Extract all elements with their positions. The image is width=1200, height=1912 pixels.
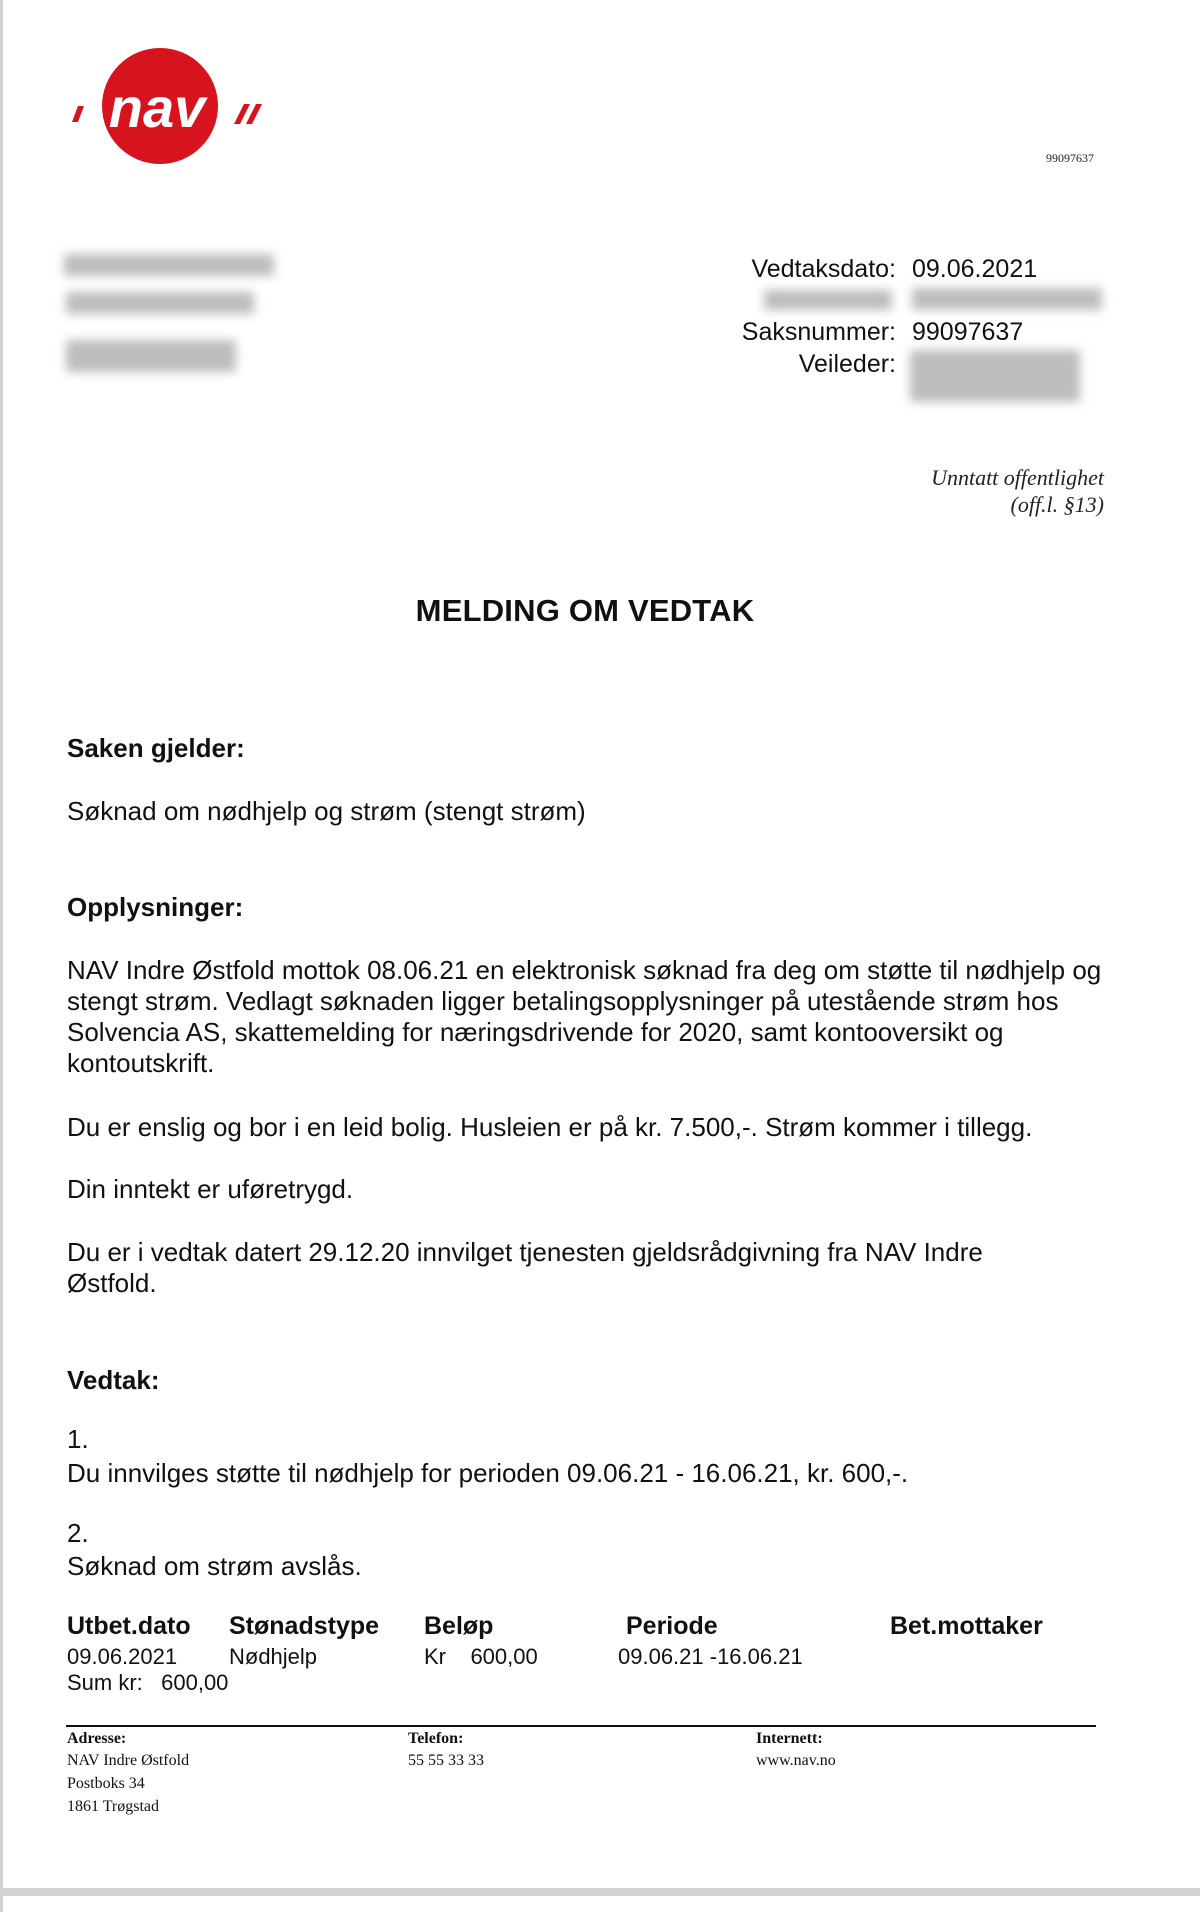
table-header-periode: Periode [626,1612,718,1640]
table-cell-belop: Kr 600,00 [424,1644,538,1669]
opplysninger-paragraph-3: Din inntekt er uføretrygd. [67,1174,354,1204]
opplysninger-paragraph-1: NAV Indre Østfold mottok 08.06.21 en elektronisk søknad fra deg om støtte til nødhjelp og stengt strøm. Vedlagt søknaden ligger betalingsopplysninger på utestående strøm hos Solvencia AS, skattemelding for næringsdrivende for 2020, samt kontooversikt og kontoutskrift. [67,955,1102,1078]
footer-adresse-line-1: NAV Indre Østfold [67,1752,190,1769]
footer-internett-label: Internett: [756,1730,823,1747]
table-cell-stonadstype: Nødhjelp [229,1644,318,1669]
saksnummer-label: Saksnummer: [741,318,896,346]
table-header-utbet: Utbet.dato [67,1612,191,1640]
footer-adresse-label: Adresse: [67,1730,127,1747]
confidentiality-note [931,464,1104,518]
footer-divider [66,1725,1096,1727]
veileder-label: Veileder: [798,350,896,378]
redacted-street [66,292,254,314]
footer-adresse-line-2: Postboks 34 [67,1775,145,1792]
document-title: MELDING OM VEDTAK [415,593,755,628]
redacted-veileder [910,350,1080,402]
logo-text: nav [108,76,206,139]
nav-logo [64,44,264,164]
vedtaksdato-label: Vedtaksdato: [751,255,896,283]
vedtaksdato-value: 09.06.2021 [912,255,1038,283]
opplysninger-paragraph-2: Du er enslig og bor i en leid bolig. Husleien er på kr. 7.500,-. Strøm kommer i tillegg. [67,1112,1033,1142]
footer-telefon-label: Telefon: [408,1730,464,1747]
saken-heading: Saken gjelder: [67,733,245,763]
page-bottom-edge [0,1888,1200,1896]
redacted-value [912,288,1102,310]
unntatt-line-1: Unntatt offentlighet [931,465,1104,490]
table-cell-periode: 09.06.21 -16.06.21 [618,1644,803,1669]
footer-adresse-line-3: 1861 Trøgstad [67,1798,160,1815]
footer-telefon-value: 55 55 33 33 [408,1752,484,1769]
table-cell-utbet: 09.06.2021 [67,1644,178,1669]
opplysninger-paragraph-4: Du er i vedtak datert 29.12.20 innvilget tjenesten gjeldsrådgivning fra NAV Indre Østfold. [67,1237,983,1298]
table-sum: Sum kr: 600,00 [67,1670,229,1695]
table-header-belop: Beløp [424,1612,494,1640]
vedtak-1-text: Du innvilges støtte til nødhjelp for perioden 09.06.21 - 16.06.21, kr. 600,-. [67,1458,909,1488]
redacted-name [64,254,274,276]
saksnummer-value: 99097637 [912,318,1024,346]
redacted-label [764,290,892,310]
vedtak-2-number: 2. [67,1518,89,1548]
vedtak-2-text: Søknad om strøm avslås. [67,1551,362,1581]
vedtak-1-number: 1. [67,1424,89,1454]
saken-text: Søknad om nødhjelp og strøm (stengt strøm) [67,796,586,826]
vedtak-heading: Vedtak: [67,1365,160,1395]
unntatt-line-2: (off.l. §13) [1010,492,1104,517]
redacted-postcode [66,340,236,372]
table-header-betmottaker: Bet.mottaker [890,1612,1043,1640]
document-number: 99097637 [1046,151,1094,165]
table-header-stonadstype: Stønadstype [229,1612,380,1640]
footer-internett-value[interactable]: www.nav.no [756,1752,836,1769]
page-edge [0,0,3,1912]
opplysninger-heading: Opplysninger: [67,892,244,922]
